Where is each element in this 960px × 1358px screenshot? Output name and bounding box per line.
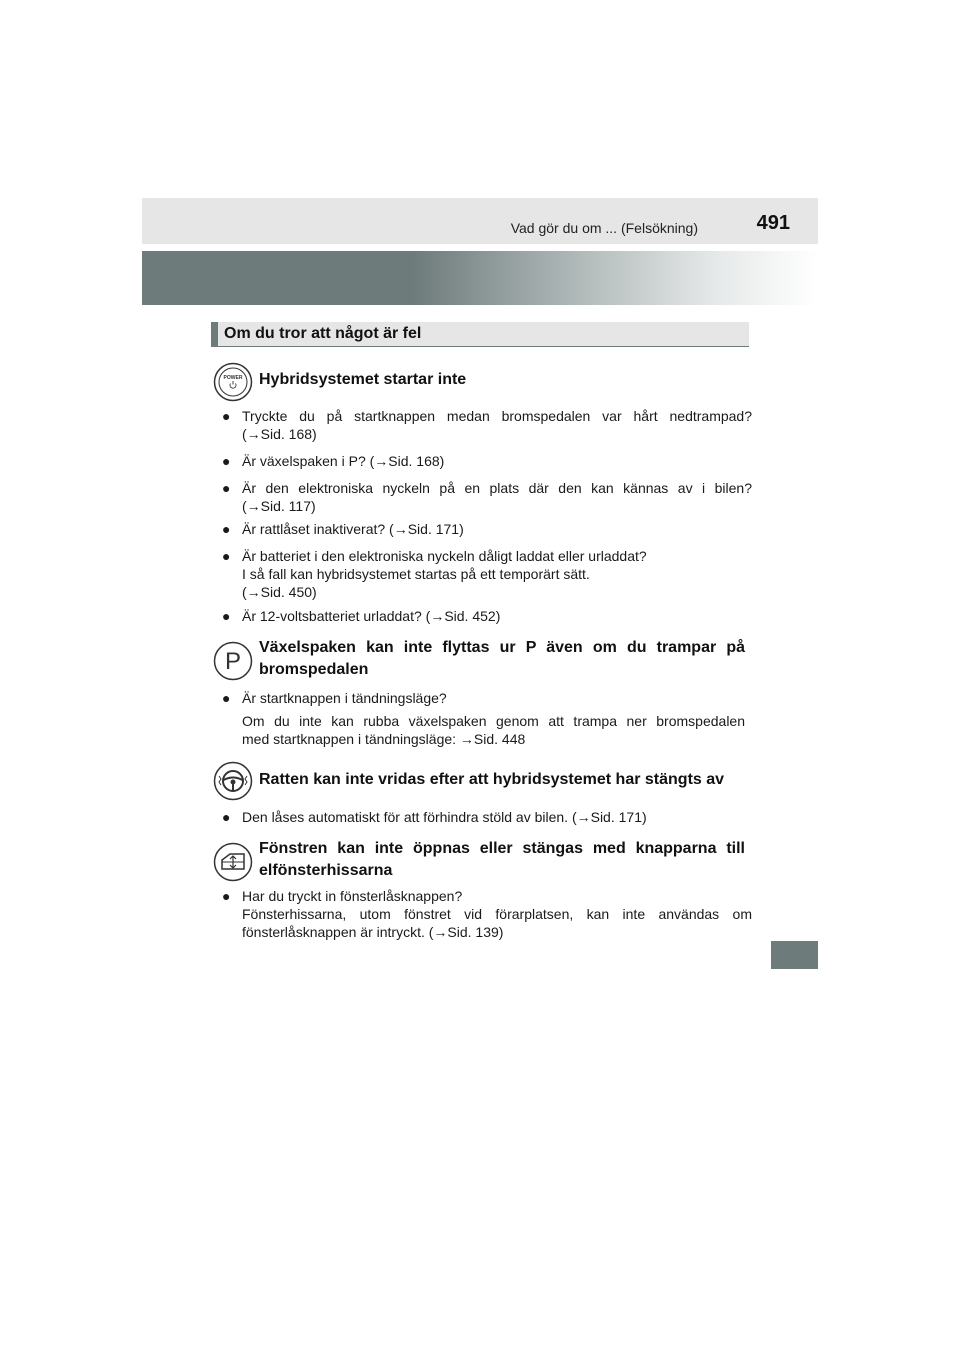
bullet-dot: ● (222, 809, 231, 825)
bullet-dot: ● (222, 690, 231, 706)
heading-shift-lever-stuck: Växelspaken kan inte flyttas ur P även om du trampar på bromspedalen (259, 639, 745, 678)
page-header (142, 198, 818, 244)
power-icon-label: POWER (223, 375, 243, 381)
section-header (211, 322, 749, 347)
list-item: ● Tryckte du på startknappen medan bromspedalen var hårt nedtrampad? (→Sid. 168) (222, 408, 752, 442)
chapter-title: Vad gör du om ... (Felsökning) (510, 220, 698, 236)
power-window-icon (213, 842, 253, 882)
steering-lock-icon (213, 761, 253, 801)
list-item: ● Har du tryckt in fönsterlåsknappen? Fönsterhissarna, utom fönstret vid förarplatsen, kan inte användas om fönsterlåsknappen är intryckt. (→Sid. 139) (222, 888, 752, 940)
heading-hybrid-not-starting: Hybridsystemet startar inte (259, 371, 467, 388)
paragraph: Om du inte kan rubba växelspaken genom att trampa ner bromspedalen med startknappen i tändningsläge: →Sid. 448 (242, 713, 745, 747)
list-item: ● Den låses automatiskt för att förhindra stöld av bilen. (→Sid. 171) (222, 809, 647, 825)
section-title: Om du tror att något är fel (224, 325, 422, 342)
list-item: ● Är den elektroniska nyckeln på en plats där den kan kännas av i bilen? (→Sid. 117) (222, 480, 752, 514)
list-item: ● Är rattlåset inaktiverat? (→Sid. 171) (222, 521, 464, 537)
bullet-dot: ● (222, 453, 231, 469)
bullet-dot: ● (222, 480, 231, 496)
bullet-dot: ● (222, 888, 231, 904)
list-item: ● Är batteriet i den elektroniska nyckeln dåligt laddat eller urladdat? I så fall kan hybridsystemet startas på ett temporärt sätt. (→Sid. 450) (222, 548, 647, 600)
bullet-dot: ● (222, 608, 231, 624)
bullet-dot: ● (222, 408, 231, 424)
chapter-band (142, 251, 818, 305)
list-item: ● Är startknappen i tändningsläge? (222, 690, 447, 706)
park-icon-label: P (224, 648, 242, 675)
park-position-icon (213, 641, 253, 681)
chapter-side-tab (771, 941, 818, 969)
list-item: ● Är 12-voltsbatteriet urladdat? (→Sid. 452) (222, 608, 501, 624)
page-number: 491 (756, 212, 790, 234)
power-button-icon (213, 362, 253, 402)
list-item: ● Är växelspaken i P? (→Sid. 168) (222, 453, 445, 469)
heading-steering-locked: Ratten kan inte vridas efter att hybridsystemet har stängts av (259, 771, 725, 788)
bullet-dot: ● (222, 548, 231, 564)
heading-windows-not-working: Fönstren kan inte öppnas eller stängas med knapparna till elfönsterhissarna (259, 840, 745, 879)
bullet-dot: ● (222, 521, 231, 537)
